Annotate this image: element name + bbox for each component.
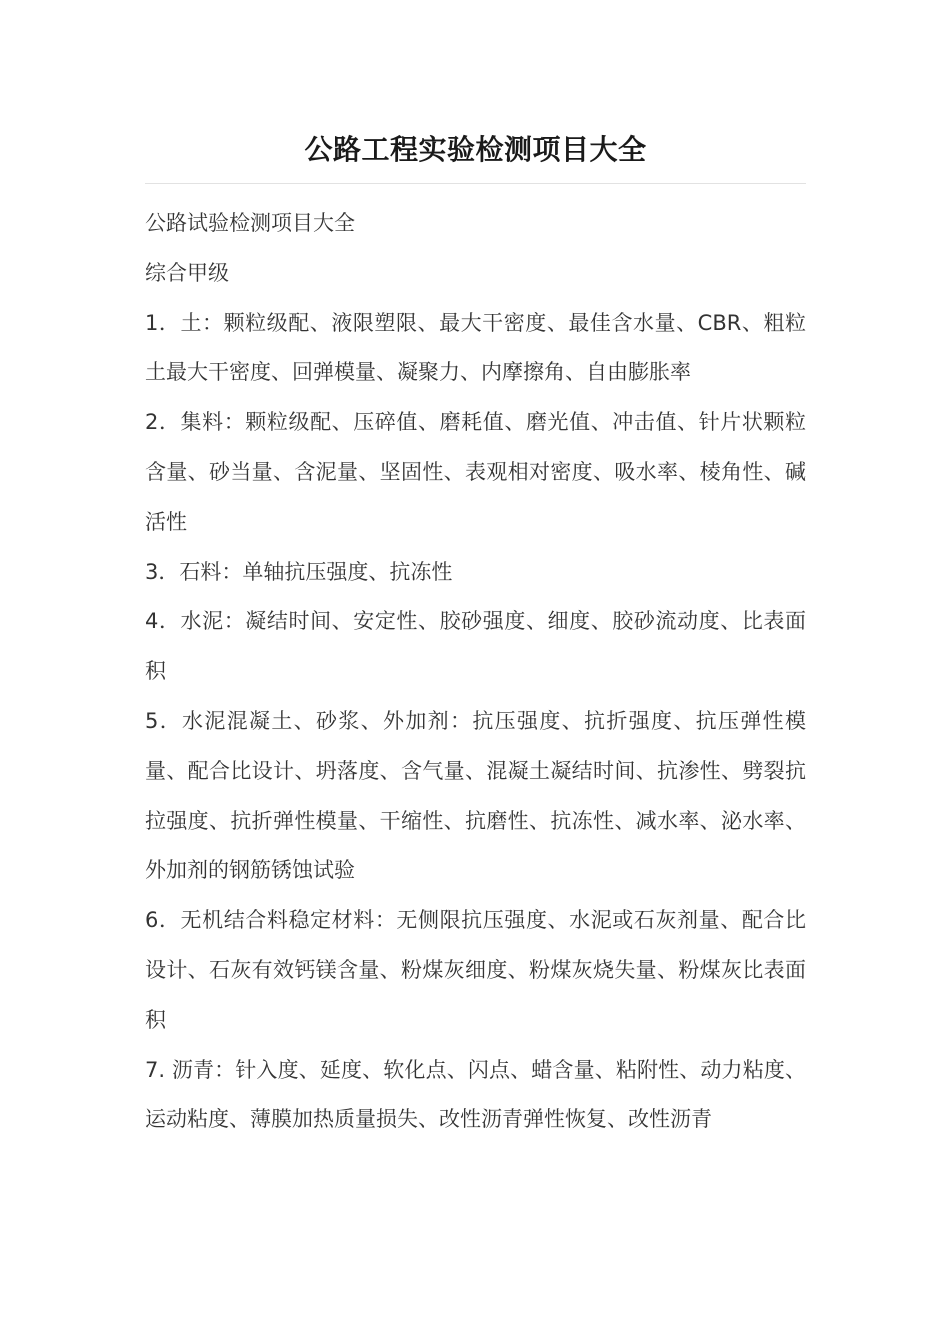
title-divider: [145, 183, 806, 184]
paragraph-stone: 3．石料：单轴抗压强度、抗冻性: [145, 559, 453, 584]
document-title: 公路工程实验检测项目大全: [304, 133, 647, 166]
paragraph-asphalt: 7. 沥青：针入度、延度、软化点、闪点、蜡含量、粘附性、动力粘度、运动粘度、薄膜加热质量损失、改性沥青弹性恢复、改性沥青: [145, 1057, 806, 1132]
document-body: [145, 199, 806, 1145]
paragraph-cement: 4．水泥：凝结时间、安定性、胶砂强度、细度、胶砂流动度、比表面积: [145, 609, 806, 684]
paragraph-heading: 公路试验检测项目大全: [145, 211, 355, 235]
paragraph-concrete: 5．水泥混凝土、砂浆、外加剂：抗压强度、抗折强度、抗压弹性模量、配合比设计、坍落度、含气量、混凝土凝结时间、抗渗性、劈裂抗拉强度、抗折弹性模量、干缩性、抗磨性、抗冻性、减水率、泌水率、外加剂的钢筋锈蚀试验: [145, 708, 806, 883]
paragraph-inorganic-binder: 6．无机结合料稳定材料：无侧限抗压强度、水泥或石灰剂量、配合比设计、石灰有效钙镁含量、粉煤灰细度、粉煤灰烧失量、粉煤灰比表面积: [145, 908, 806, 1032]
paragraph-soil: 1．土：颗粒级配、液限塑限、最大干密度、最佳含水量、CBR、粗粒土最大干密度、回弹模量、凝聚力、内摩擦角、自由膨胀率: [145, 310, 806, 385]
paragraph-aggregate: 2．集料：颗粒级配、压碎值、磨耗值、磨光值、冲击值、针片状颗粒含量、砂当量、含泥量、坚固性、表观相对密度、吸水率、棱角性、碱活性: [145, 410, 806, 534]
paragraph-qualification: 综合甲级: [145, 260, 229, 285]
